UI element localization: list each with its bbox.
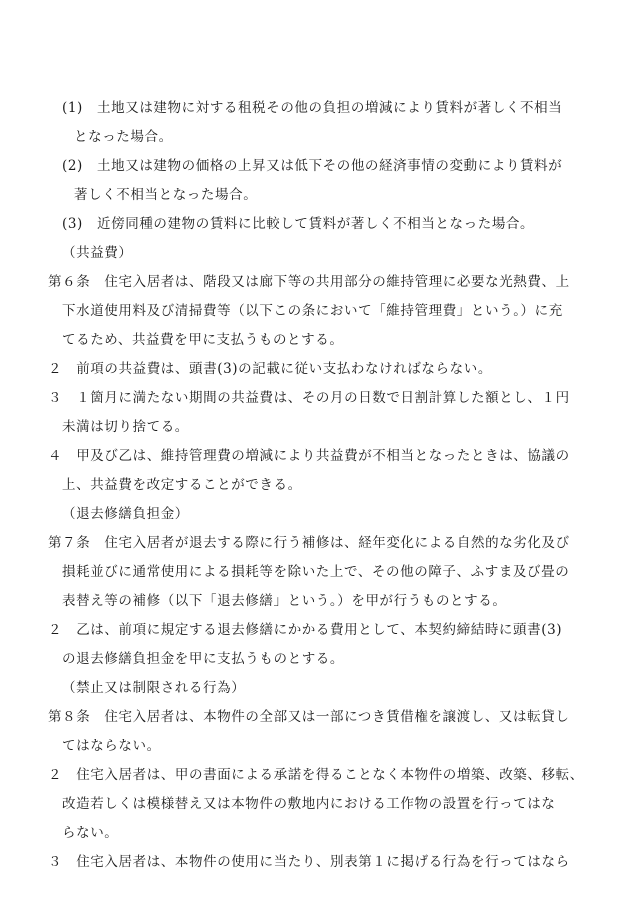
paragraph-line: 上、共益費を改定することができる。 bbox=[62, 477, 302, 493]
paragraph-line: 未満は切り捨てる。 bbox=[62, 419, 189, 435]
section-heading: （退去修繕負担金） bbox=[62, 506, 189, 522]
paragraph-line: ２ 前項の共益費は、頭書(3)の記載に従い支払わなければならない。 bbox=[48, 361, 492, 377]
paragraph-line: ２ 住宅入居者は、甲の書面による承諾を得ることなく本物件の増築、改築、移転、 bbox=[48, 767, 584, 783]
article-line: 第７条 住宅入居者が退去する際に行う補修は、経年変化による自然的な劣化及び bbox=[48, 535, 570, 551]
paragraph-line: ３ １箇月に満たない期間の共益費は、その月の日数で日割計算した額とし、１円 bbox=[48, 390, 570, 406]
article-line: 第６条 住宅入居者は、階段又は廊下等の共用部分の維持管理に必要な光熱費、上 bbox=[48, 274, 570, 290]
article-line: 損耗並びに通常使用による損耗等を除いた上で、その他の障子、ふすま及び畳の bbox=[62, 564, 570, 580]
paragraph-line: ４ 甲及び乙は、維持管理費の増減により共益費が不相当となったときは、協議の bbox=[48, 448, 570, 464]
article-line: てはならない。 bbox=[62, 738, 161, 754]
article-line: 表替え等の補修（以下「退去修繕」という。）を甲が行うものとする。 bbox=[62, 593, 507, 609]
clause-line: (1) 土地又は建物に対する租税その他の負担の増減により賃料が著しく不相当 bbox=[62, 100, 563, 116]
clause-line: 著しく不相当となった場合。 bbox=[74, 187, 258, 203]
section-heading: （共益費） bbox=[62, 245, 133, 261]
article-line: 下水道使用料及び清掃費等（以下この条において「維持管理費」という。）に充 bbox=[62, 303, 563, 319]
article-line: 第８条 住宅入居者は、本物件の全部又は一部につき賃借権を譲渡し、又は転貸し bbox=[48, 709, 570, 725]
article-line: てるため、共益費を甲に支払うものとする。 bbox=[62, 332, 344, 348]
paragraph-line: らない。 bbox=[62, 825, 119, 841]
paragraph-line: の退去修繕負担金を甲に支払うものとする。 bbox=[62, 651, 344, 667]
paragraph-line: ３ 住宅入居者は、本物件の使用に当たり、別表第１に掲げる行為を行ってはなら bbox=[48, 854, 570, 870]
paragraph-line: ２ 乙は、前項に規定する退去修繕にかかる費用として、本契約締結時に頭書(3) bbox=[48, 622, 563, 638]
clause-line: (2) 土地又は建物の価格の上昇又は低下その他の経済事情の変動により賃料が bbox=[62, 158, 563, 174]
clause-line: となった場合。 bbox=[74, 129, 173, 145]
clause-line: (3) 近傍同種の建物の賃料に比較して賃料が著しく不相当となった場合。 bbox=[62, 216, 535, 232]
section-heading: （禁止又は制限される行為） bbox=[62, 680, 246, 696]
paragraph-line: 改造若しくは模様替え又は本物件の敷地内における工作物の設置を行ってはな bbox=[62, 796, 556, 812]
